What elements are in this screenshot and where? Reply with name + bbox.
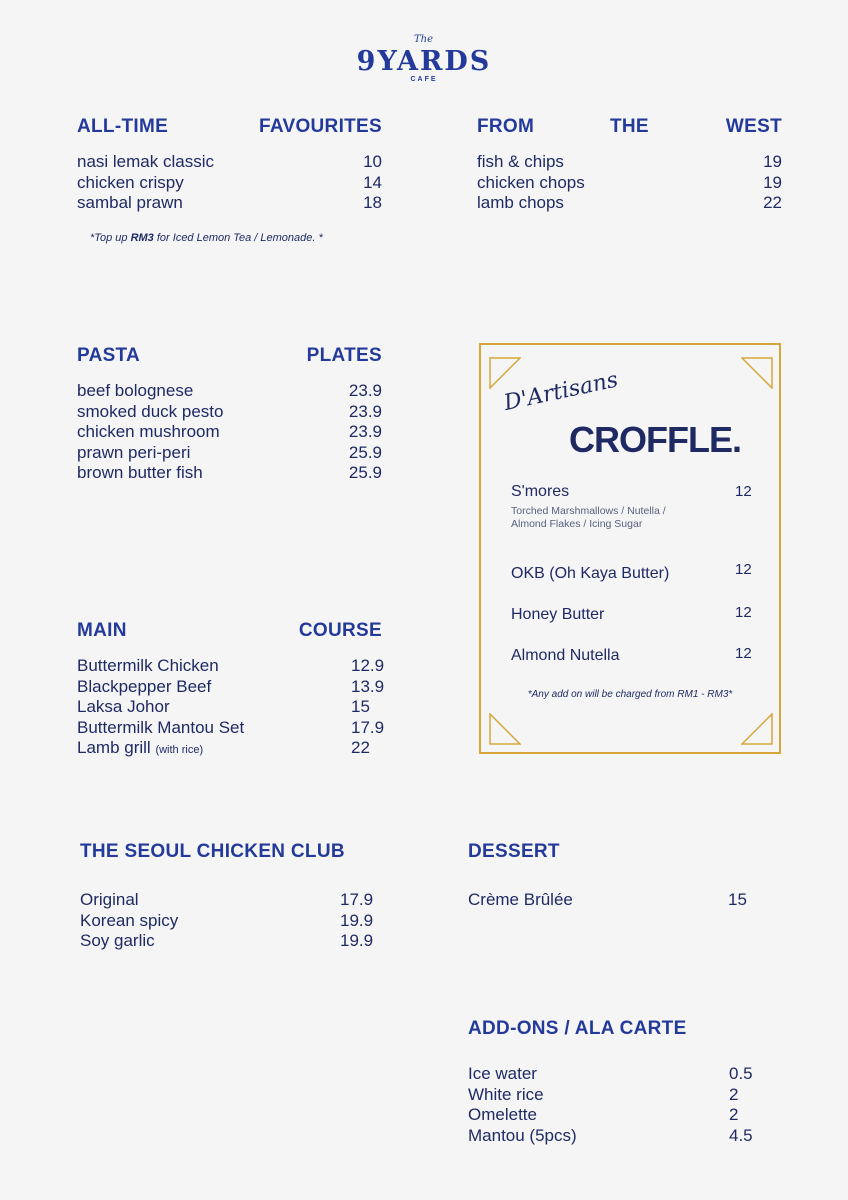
corner-ornament-icon	[741, 713, 773, 745]
menu-item	[77, 697, 382, 718]
croffle-item	[511, 606, 761, 624]
item-name: OKB (Oh Kaya Butter)	[511, 565, 670, 582]
item-price: 17.9	[340, 890, 374, 909]
item-price: 2	[729, 1084, 739, 1104]
menu-item	[468, 890, 768, 911]
item-name: Buttermilk Chicken	[77, 656, 219, 675]
item-name: chicken chops	[477, 172, 585, 192]
logo-name: 9YARDS	[356, 46, 492, 77]
item-name: sambal prawn	[77, 193, 183, 212]
section-heading	[468, 1018, 768, 1042]
item-name: brown butter fish	[77, 463, 203, 482]
menu-item	[77, 463, 382, 484]
item-name: S'mores	[511, 483, 570, 500]
item-name: chicken crispy	[77, 172, 184, 192]
menu-item	[80, 890, 372, 911]
croffle-item	[511, 561, 761, 583]
menu-item	[77, 717, 385, 739]
menu-item	[468, 1064, 768, 1085]
item-price: 2	[729, 1105, 739, 1124]
heading-text: THE SEOUL CHICKEN CLUB	[80, 841, 345, 862]
item-name: Original	[80, 890, 139, 909]
item-price: 15	[728, 890, 747, 909]
heading-word: ALL-TIME	[77, 116, 169, 137]
croffle-item	[511, 483, 761, 531]
item-price: 13.9	[351, 676, 385, 696]
section-heading	[77, 116, 382, 140]
corner-ornament-icon	[489, 357, 521, 389]
menu-item	[77, 173, 382, 194]
item-price: 19.9	[340, 931, 374, 950]
corner-ornament-icon	[741, 357, 773, 389]
menu-item	[468, 1105, 768, 1126]
item-price: 25.9	[348, 463, 382, 482]
section-all-time-favourites	[77, 116, 382, 214]
item-price: 17.9	[351, 717, 385, 737]
item-price: 12.9	[351, 656, 385, 675]
item-name: Ice water	[468, 1064, 537, 1083]
heading-text: ADD-ONS / ALA CARTE	[468, 1018, 687, 1039]
item-name: Laksa Johor	[77, 697, 170, 716]
section-main-course	[77, 620, 385, 759]
menu-item	[77, 738, 382, 759]
menu-item	[77, 676, 385, 698]
top-up-note	[90, 232, 390, 244]
item-name: smoked duck pesto	[77, 401, 224, 421]
logo-the: The	[414, 34, 434, 45]
item-price: 12	[735, 561, 752, 578]
item-price: 23.9	[348, 381, 382, 400]
note-text: *Top up	[90, 232, 131, 244]
croffle-box	[479, 343, 781, 754]
item-name: Korean spicy	[80, 910, 179, 930]
menu-item	[77, 152, 382, 173]
item-name: fish & chips	[477, 152, 564, 171]
menu-item	[80, 911, 372, 932]
item-price: 15	[351, 697, 370, 716]
corner-ornament-icon	[489, 713, 521, 745]
heading-word: PASTA	[77, 345, 141, 366]
item-price: 19	[763, 172, 782, 192]
menu-item	[468, 1085, 768, 1106]
section-heading	[77, 345, 382, 369]
section-heading	[77, 620, 382, 644]
item-name-text: Lamb grill	[77, 738, 151, 757]
croffle-item	[511, 647, 761, 665]
menu-item	[80, 931, 372, 952]
note-text: for Iced Lemon Tea / Lemonade. *	[153, 232, 323, 244]
item-name: beef bolognese	[77, 381, 194, 400]
item-price: 22	[763, 193, 782, 212]
description-line: Torched Marshmallows / Nutella /	[511, 505, 666, 517]
item-price: 25.9	[348, 442, 382, 462]
item-price: 23.9	[348, 422, 382, 441]
menu-item	[477, 193, 782, 214]
heading-word: FROM	[477, 116, 535, 137]
croffle-brand-title: CROFFLE.	[569, 419, 741, 460]
item-name: nasi lemak classic	[77, 152, 214, 171]
section-dessert	[468, 841, 768, 911]
section-seoul-chicken-club	[80, 841, 372, 952]
menu-item	[477, 173, 782, 194]
heading-word: FAVOURITES	[259, 116, 382, 137]
item-price: 12	[735, 604, 752, 621]
section-heading	[468, 841, 768, 865]
add-on-note: *Any add on will be charged from RM1 - RM3*	[527, 689, 733, 700]
section-add-ons	[468, 1018, 768, 1146]
item-name: prawn peri-peri	[77, 442, 191, 462]
item-price: 23.9	[348, 401, 382, 421]
croffle-brand-script: D'Artisans	[501, 367, 621, 416]
item-price: 0.5	[729, 1064, 753, 1083]
heading-word: THE	[610, 116, 649, 137]
item-name: Omelette	[468, 1105, 537, 1124]
item-price: 10	[363, 152, 382, 171]
item-note: (with rice)	[155, 744, 204, 756]
section-from-the-west	[477, 116, 782, 214]
item-name: Crème Brûlée	[468, 890, 573, 909]
menu-item	[77, 422, 382, 443]
item-name: Almond Nutella	[511, 647, 620, 664]
item-name: Soy garlic	[80, 931, 155, 950]
section-pasta-plates	[77, 345, 382, 484]
heading-text: DESSERT	[468, 841, 560, 862]
item-price: 18	[363, 193, 382, 212]
menu-item	[77, 193, 382, 214]
item-price: 22	[351, 738, 370, 757]
item-name: Honey Butter	[511, 606, 605, 623]
heading-word: PLATES	[306, 345, 382, 366]
item-price: 12	[735, 645, 752, 662]
item-name: White rice	[468, 1084, 544, 1104]
heading-word: MAIN	[77, 620, 127, 641]
menu-item	[77, 443, 382, 464]
item-name: Mantou (5pcs)	[468, 1125, 577, 1145]
heading-word: COURSE	[298, 620, 382, 641]
section-heading	[80, 841, 372, 865]
item-price: 19	[763, 152, 782, 171]
menu-item	[468, 1126, 768, 1147]
item-name: chicken mushroom	[77, 422, 220, 441]
cafe-logo	[0, 30, 848, 90]
item-name: lamb chops	[477, 193, 564, 212]
item-name: Buttermilk Mantou Set	[77, 717, 245, 737]
item-price: 4.5	[729, 1125, 753, 1145]
section-heading	[477, 116, 782, 140]
logo-cafe: CAFE	[410, 76, 438, 83]
menu-item	[77, 381, 382, 402]
item-name: Blackpepper Beef	[77, 676, 212, 696]
note-highlight: RM3	[130, 232, 154, 244]
menu-item	[477, 152, 782, 173]
menu-item	[77, 656, 385, 677]
item-price: 14	[363, 172, 382, 192]
heading-word: WEST	[725, 116, 782, 137]
item-name	[77, 738, 203, 760]
item-description	[511, 505, 761, 531]
item-price: 19.9	[340, 910, 374, 930]
description-line: Almond Flakes / Icing Sugar	[511, 518, 643, 530]
item-price: 12	[735, 483, 752, 500]
menu-item	[77, 402, 382, 423]
